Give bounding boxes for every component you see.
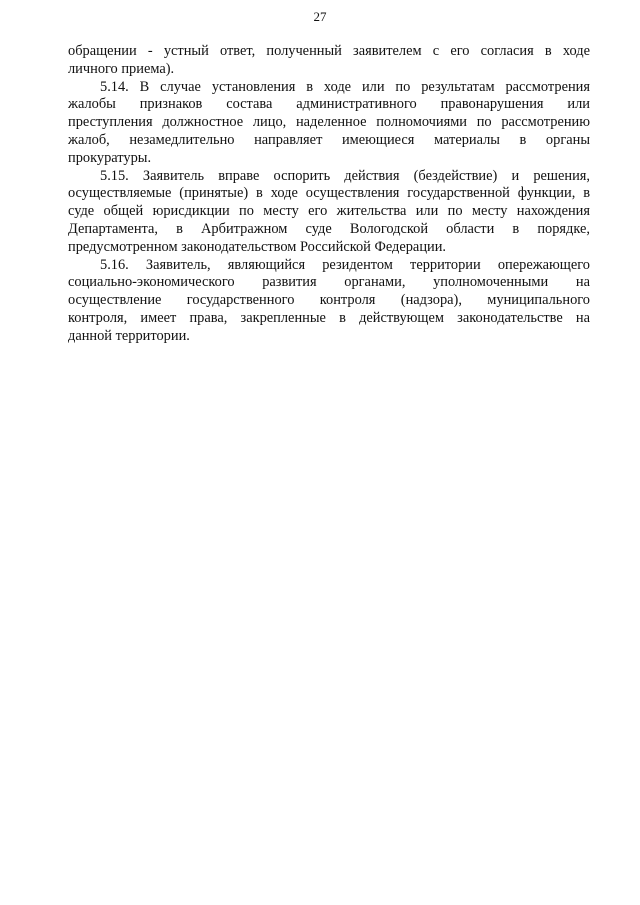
paragraph-5-16 [68, 257, 590, 346]
paragraph-line: суде общей юрисдикции по месту его жительства или по месту нахождения [68, 203, 590, 220]
paragraph-line: преступления должностное лицо, наделенное полномочиями по рассмотрению [68, 114, 590, 131]
paragraph-line: обращении - устный ответ, полученный заявителем с его согласия в ходе [68, 43, 590, 59]
paragraph-continuation [68, 43, 590, 79]
paragraph-line: личного приема). [68, 60, 175, 77]
paragraph-line: жалоб, незамедлительно направляет имеющиеся материалы в органы [68, 131, 590, 148]
paragraph-line: 5.16. Заявитель, являющийся резидентом территории опережающего [100, 256, 590, 273]
paragraph-5-15 [68, 168, 590, 257]
document-body [68, 43, 590, 346]
paragraph-line: Департамента, в Арбитражном суде Вологодской области в порядке, [68, 220, 590, 237]
paragraph-line: данной территории. [68, 327, 190, 344]
paragraph-line: предусмотренном законодательством Российской Федерации. [68, 238, 447, 255]
paragraph-line: прокуратуры. [68, 149, 152, 166]
paragraph-5-14 [68, 79, 590, 168]
paragraph-line: контроля, имеет права, закрепленные в действующем законодательстве на [68, 309, 590, 326]
paragraph-line: жалобы признаков состава административного правонарушения или [68, 96, 590, 113]
paragraph-line: 5.15. Заявитель вправе оспорить действия (бездействие) и решения, [100, 167, 590, 184]
paragraph-line: социально-экономического развития органами, уполномоченными на [68, 274, 590, 291]
paragraph-line: 5.14. В случае установления в ходе или по результатам рассмотрения [100, 78, 590, 95]
paragraph-line: осуществление государственного контроля (надзора), муниципального [68, 292, 590, 309]
page-number: 27 [313, 9, 327, 24]
paragraph-line: осуществляемые (принятые) в ходе осуществления государственной функции, в [68, 185, 590, 202]
